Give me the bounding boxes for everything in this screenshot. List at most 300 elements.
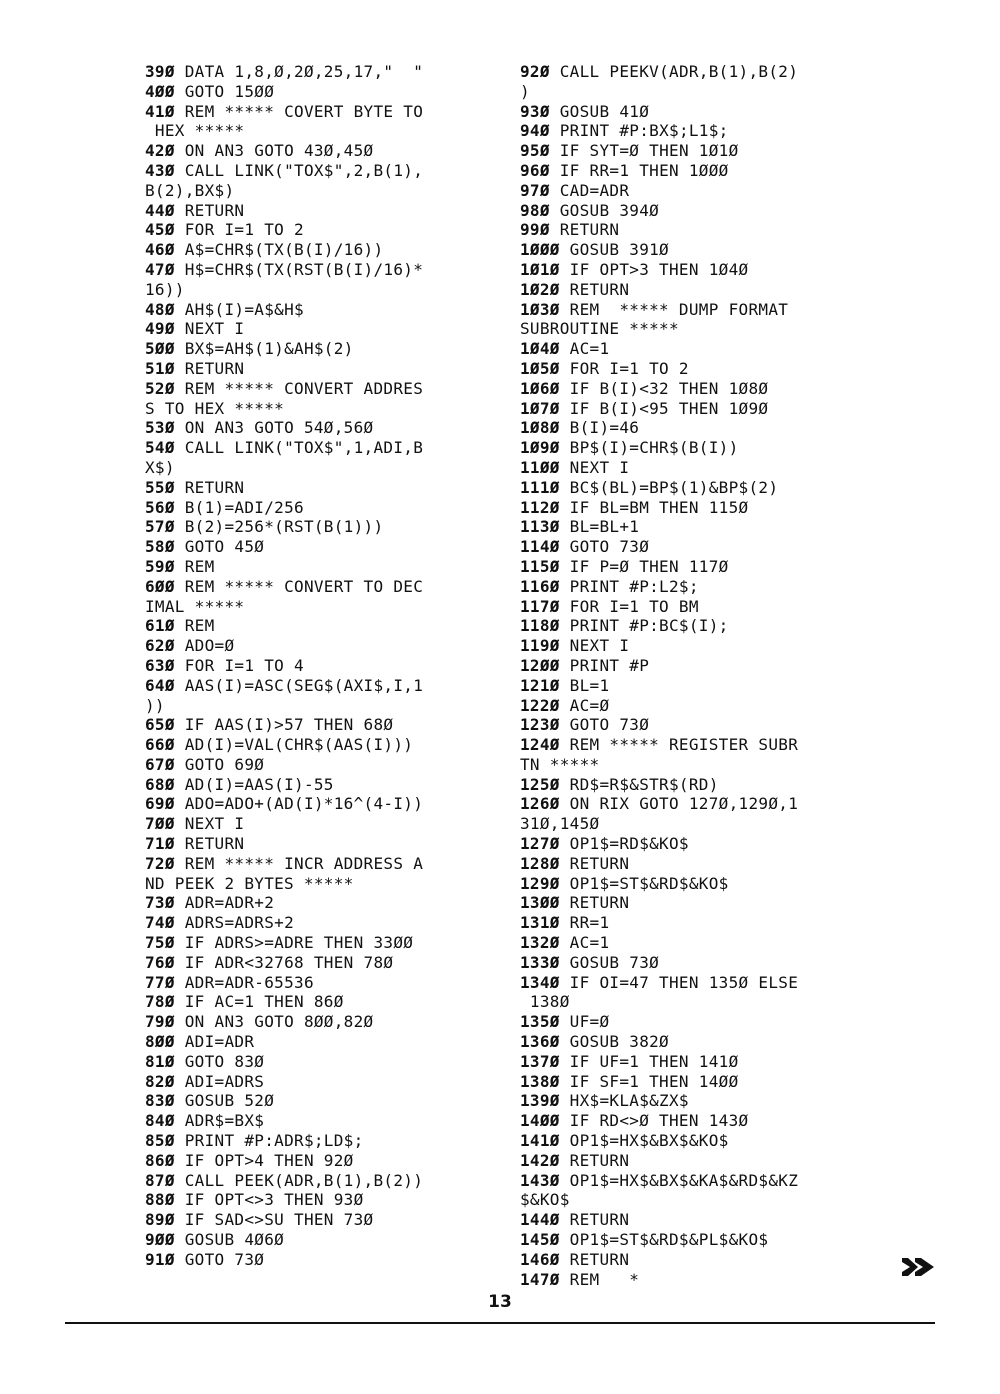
code-text: CAD=ADR	[549, 180, 630, 200]
code-text: $&KO$	[520, 1190, 570, 1210]
code-text: IF AC=1 THEN 86Ø	[174, 992, 344, 1012]
code-line	[145, 874, 490, 894]
line-number: 144Ø	[520, 1210, 560, 1230]
line-number: 11ØØ	[520, 457, 560, 477]
line-number: 74Ø	[145, 913, 175, 933]
code-text: OP1$=HX$&BX$&KA$&RD$&KZ	[559, 1170, 799, 1190]
code-text: RETURN	[549, 220, 620, 240]
line-number: 87Ø	[145, 1170, 175, 1190]
line-number: 53Ø	[145, 418, 175, 438]
code-text: TN *****	[520, 754, 600, 774]
line-number: 1Ø3Ø	[520, 299, 560, 319]
line-number: 95Ø	[520, 141, 550, 161]
code-line	[520, 220, 865, 240]
code-line	[520, 1270, 865, 1290]
code-text: IF OPT<>3 THEN 93Ø	[174, 1190, 364, 1210]
code-line	[145, 240, 490, 260]
code-text: REM ***** CONVERT ADDRES	[174, 378, 424, 398]
line-number: 83Ø	[145, 1091, 175, 1111]
code-text: AAS(I)=ASC(SEG$(AXI$,I,1	[174, 675, 424, 695]
code-text: GOSUB 52Ø	[174, 1091, 275, 1111]
code-text: IF ADRS>=ADRE THEN 33ØØ	[174, 933, 414, 953]
code-text: IMAL *****	[145, 596, 245, 616]
code-text: NEXT I	[559, 457, 630, 477]
code-line	[145, 141, 490, 161]
code-text: ND PEEK 2 BYTES *****	[145, 873, 354, 893]
line-number: 123Ø	[520, 715, 560, 735]
code-line	[520, 794, 865, 814]
code-text: CALL LINK("TOX$",2,B(1),	[174, 160, 424, 180]
code-text: ADO=ADO+(AD(I)*16^(4-I))	[174, 794, 424, 814]
line-number: 79Ø	[145, 1012, 175, 1032]
code-text: RD$=R$&STR$(RD)	[559, 774, 719, 794]
code-line	[145, 260, 490, 280]
code-line	[520, 755, 865, 775]
line-number: 137Ø	[520, 1051, 560, 1071]
code-line	[145, 814, 490, 834]
code-line	[520, 735, 865, 755]
line-number: 56Ø	[145, 497, 175, 517]
code-line	[520, 181, 865, 201]
code-text: H$=CHR$(TX(RST(B(I)/16)*	[174, 259, 424, 279]
code-line	[145, 557, 490, 577]
line-number: 91Ø	[145, 1249, 175, 1269]
line-number: 1Ø2Ø	[520, 279, 560, 299]
line-number: 129Ø	[520, 873, 560, 893]
code-text: GOTO 83Ø	[174, 1051, 265, 1071]
line-number: 92Ø	[520, 62, 550, 81]
line-number: 47Ø	[145, 259, 175, 279]
code-line	[145, 537, 490, 557]
code-line	[520, 1190, 865, 1210]
code-line	[520, 517, 865, 537]
line-number: 99Ø	[520, 220, 550, 240]
code-text: IF OPT>3 THEN 1Ø4Ø	[559, 259, 749, 279]
code-line	[520, 1250, 865, 1270]
code-text: AC=1	[559, 339, 610, 359]
code-line	[520, 992, 865, 1012]
code-line	[145, 1091, 490, 1111]
line-number: 63Ø	[145, 655, 175, 675]
line-number: 67Ø	[145, 754, 175, 774]
code-text: FOR I=1 TO BM	[559, 596, 699, 616]
line-number: 69Ø	[145, 794, 175, 814]
code-line	[145, 458, 490, 478]
code-text: BL=BL+1	[559, 517, 640, 537]
code-line	[520, 953, 865, 973]
line-number: 43Ø	[145, 160, 175, 180]
code-line	[145, 478, 490, 498]
code-line	[520, 141, 865, 161]
line-number: 72Ø	[145, 853, 175, 873]
line-number: 57Ø	[145, 517, 175, 537]
line-number: 88Ø	[145, 1190, 175, 1210]
code-text: AH$(I)=A$&H$	[174, 299, 304, 319]
line-number: 41Ø	[145, 101, 175, 121]
code-text: PRINT #P:BX$;L1$;	[549, 121, 729, 141]
line-number: 133Ø	[520, 952, 560, 972]
code-line	[145, 161, 490, 181]
line-number: 1Ø1Ø	[520, 259, 560, 279]
code-line	[520, 597, 865, 617]
code-text: REM ***** DUMP FORMAT	[559, 299, 789, 319]
line-number: 1Ø8Ø	[520, 418, 560, 438]
code-line	[145, 696, 490, 716]
code-text: ADI=ADR	[174, 1032, 255, 1052]
line-number: 1Ø6Ø	[520, 378, 560, 398]
line-number: 124Ø	[520, 735, 560, 755]
line-number: 115Ø	[520, 556, 560, 576]
code-line	[520, 379, 865, 399]
line-number: 65Ø	[145, 715, 175, 735]
line-number: 98Ø	[520, 200, 550, 220]
code-text: FOR I=1 TO 2	[559, 358, 689, 378]
code-line	[145, 280, 490, 300]
code-line	[145, 498, 490, 518]
code-line	[145, 715, 490, 735]
line-number: 111Ø	[520, 477, 560, 497]
code-line	[145, 735, 490, 755]
code-text: REM *	[559, 1269, 640, 1289]
code-text: RETURN	[559, 1249, 630, 1269]
line-number: 8ØØ	[145, 1032, 175, 1052]
code-line	[520, 1052, 865, 1072]
code-text: NEXT I	[174, 319, 245, 339]
code-line	[145, 755, 490, 775]
code-line	[145, 616, 490, 636]
code-text: OP1$=RD$&KO$	[559, 834, 689, 854]
code-text: ADI=ADRS	[174, 1071, 265, 1091]
code-text: ADR=ADR-65536	[174, 972, 314, 992]
code-line	[145, 399, 490, 419]
code-text: IF B(I)<95 THEN 1Ø9Ø	[559, 398, 769, 418]
code-line	[520, 121, 865, 141]
code-text: RETURN	[559, 853, 630, 873]
code-text: GOSUB 4Ø6Ø	[174, 1230, 285, 1250]
line-number: 138Ø	[520, 1071, 560, 1091]
line-number: 76Ø	[145, 952, 175, 972]
code-text: REM ***** INCR ADDRESS A	[174, 853, 424, 873]
code-text: IF UF=1 THEN 141Ø	[559, 1051, 739, 1071]
code-text: )	[520, 81, 530, 101]
code-text: ON AN3 GOTO 8ØØ,82Ø	[174, 1012, 374, 1032]
code-line	[520, 1091, 865, 1111]
code-text: FOR I=1 TO 4	[174, 655, 304, 675]
code-line	[145, 676, 490, 696]
line-number: 73Ø	[145, 893, 175, 913]
line-number: 93Ø	[520, 101, 550, 121]
code-line	[145, 913, 490, 933]
line-number: 14ØØ	[520, 1111, 560, 1131]
line-number: 132Ø	[520, 933, 560, 953]
line-number: 97Ø	[520, 180, 550, 200]
code-line	[520, 537, 865, 557]
code-line	[145, 577, 490, 597]
code-line	[145, 181, 490, 201]
line-number: 12ØØ	[520, 655, 560, 675]
code-text: SUBROUTINE *****	[520, 319, 679, 339]
code-line	[520, 676, 865, 696]
code-text: FOR I=1 TO 2	[174, 220, 304, 240]
code-text: GOTO 73Ø	[174, 1249, 265, 1269]
code-text: GOSUB 41Ø	[549, 101, 650, 121]
code-text: IF BL=BM THEN 115Ø	[559, 497, 749, 517]
line-number: 52Ø	[145, 378, 175, 398]
code-line	[145, 438, 490, 458]
line-number: 13ØØ	[520, 893, 560, 913]
code-line	[520, 319, 865, 339]
code-line	[520, 616, 865, 636]
code-text: 31Ø,145Ø	[520, 814, 600, 834]
code-text: RETURN	[559, 893, 630, 913]
code-text: REM ***** CONVERT TO DEC	[174, 576, 424, 596]
code-text: IF P=Ø THEN 117Ø	[559, 556, 729, 576]
code-text: DATA 1,8,Ø,2Ø,25,17," "	[174, 62, 424, 81]
line-number: 142Ø	[520, 1150, 560, 1170]
line-number: 136Ø	[520, 1032, 560, 1052]
code-line	[145, 1190, 490, 1210]
line-number: 64Ø	[145, 675, 175, 695]
line-number: 122Ø	[520, 695, 560, 715]
code-text: ADO=Ø	[174, 636, 235, 656]
code-line	[145, 1131, 490, 1151]
listing-left-column	[145, 62, 490, 1270]
code-line	[520, 478, 865, 498]
code-text: IF ADR<32768 THEN 78Ø	[174, 952, 394, 972]
code-text: AC=1	[559, 933, 610, 953]
code-text: HEX *****	[145, 121, 245, 141]
line-number: 78Ø	[145, 992, 175, 1012]
code-line	[145, 1032, 490, 1052]
code-text: A$=CHR$(TX(B(I)/16))	[174, 240, 384, 260]
code-line	[145, 102, 490, 122]
code-text: CALL PEEKV(ADR,B(1),B(2)	[549, 62, 799, 81]
code-line	[145, 82, 490, 102]
line-number: 1Ø5Ø	[520, 358, 560, 378]
code-text: CALL PEEK(ADR,B(1),B(2))	[174, 1170, 424, 1190]
line-number: 1ØØØ	[520, 240, 560, 260]
line-number: 147Ø	[520, 1269, 560, 1289]
code-text: NEXT I	[559, 636, 630, 656]
code-line	[520, 1171, 865, 1191]
footer-rule	[65, 1322, 935, 1324]
line-number: 44Ø	[145, 200, 175, 220]
code-line	[520, 161, 865, 181]
line-number: 1Ø7Ø	[520, 398, 560, 418]
code-line	[520, 973, 865, 993]
line-number: 7ØØ	[145, 814, 175, 834]
code-text: CALL LINK("TOX$",1,ADI,B	[174, 438, 424, 458]
code-line	[520, 1210, 865, 1230]
line-number: 127Ø	[520, 834, 560, 854]
code-text: RETURN	[559, 279, 630, 299]
code-line	[145, 1012, 490, 1032]
code-text: RETURN	[174, 358, 245, 378]
code-line	[520, 933, 865, 953]
code-text: IF OPT>4 THEN 92Ø	[174, 1150, 354, 1170]
code-text: RETURN	[174, 477, 245, 497]
code-line	[520, 102, 865, 122]
code-text: 138Ø	[520, 992, 570, 1012]
line-number: 113Ø	[520, 517, 560, 537]
code-line	[145, 1111, 490, 1131]
line-number: 39Ø	[145, 62, 175, 81]
line-number: 128Ø	[520, 853, 560, 873]
line-number: 145Ø	[520, 1230, 560, 1250]
code-line	[145, 834, 490, 854]
code-line	[145, 656, 490, 676]
code-text: GOTO 69Ø	[174, 754, 265, 774]
code-line	[520, 498, 865, 518]
line-number: 94Ø	[520, 121, 550, 141]
code-line	[145, 62, 490, 82]
code-line	[520, 636, 865, 656]
line-number: 143Ø	[520, 1170, 560, 1190]
code-line	[520, 1111, 865, 1131]
code-line	[520, 696, 865, 716]
page-number: 13	[488, 1292, 512, 1312]
line-number: 1Ø4Ø	[520, 339, 560, 359]
code-text: B(1)=ADI/256	[174, 497, 304, 517]
listing-right-column	[520, 62, 865, 1289]
code-text: ADR$=BX$	[174, 1111, 265, 1131]
code-text: ON AN3 GOTO 54Ø,56Ø	[174, 418, 374, 438]
code-line	[145, 339, 490, 359]
code-text: AD(I)=VAL(CHR$(AAS(I)))	[174, 735, 414, 755]
line-number: 135Ø	[520, 1012, 560, 1032]
code-line	[520, 280, 865, 300]
code-line	[520, 260, 865, 280]
code-line	[520, 854, 865, 874]
code-line	[145, 220, 490, 240]
line-number: 5ØØ	[145, 339, 175, 359]
code-text: RETURN	[174, 834, 245, 854]
code-line	[520, 1230, 865, 1250]
code-text: IF SAD<>SU THEN 73Ø	[174, 1210, 374, 1230]
line-number: 125Ø	[520, 774, 560, 794]
line-number: 81Ø	[145, 1051, 175, 1071]
line-number: 84Ø	[145, 1111, 175, 1131]
line-number: 62Ø	[145, 636, 175, 656]
code-text: GOSUB 391Ø	[559, 240, 669, 260]
code-line	[520, 62, 865, 82]
code-text: BP$(I)=CHR$(B(I))	[559, 438, 739, 458]
code-text: 16))	[145, 279, 185, 299]
code-text: GOTO 73Ø	[559, 537, 650, 557]
line-number: 49Ø	[145, 319, 175, 339]
code-line	[145, 933, 490, 953]
line-number: 54Ø	[145, 438, 175, 458]
code-text: GOTO 15ØØ	[174, 81, 275, 101]
code-text: IF B(I)<32 THEN 1Ø8Ø	[559, 378, 769, 398]
code-line	[145, 1072, 490, 1092]
code-line	[520, 201, 865, 221]
code-text: BL=1	[559, 675, 610, 695]
line-number: 51Ø	[145, 358, 175, 378]
code-line	[520, 82, 865, 102]
code-text: IF OI=47 THEN 135Ø ELSE	[559, 972, 799, 992]
line-number: 77Ø	[145, 972, 175, 992]
line-number: 139Ø	[520, 1091, 560, 1111]
code-text: RETURN	[559, 1210, 630, 1230]
line-number: 45Ø	[145, 220, 175, 240]
code-text: AD(I)=AAS(I)-55	[174, 774, 334, 794]
double-arrow-right-icon	[902, 1256, 936, 1282]
code-line	[520, 240, 865, 260]
line-number: 6ØØ	[145, 576, 175, 596]
line-number: 42Ø	[145, 141, 175, 161]
code-text: IF SF=1 THEN 14ØØ	[559, 1071, 739, 1091]
code-line	[520, 715, 865, 735]
code-line	[520, 557, 865, 577]
code-text: REM	[174, 616, 215, 636]
code-text: HX$=KLA$&ZX$	[559, 1091, 689, 1111]
code-text: OP1$=HX$&BX$&KO$	[559, 1131, 729, 1151]
code-text: IF AAS(I)>57 THEN 68Ø	[174, 715, 394, 735]
code-text: REM ***** REGISTER SUBR	[559, 735, 799, 755]
code-line	[145, 1171, 490, 1191]
code-line	[520, 874, 865, 894]
line-number: 71Ø	[145, 834, 175, 854]
code-text: ON RIX GOTO 127Ø,129Ø,1	[559, 794, 799, 814]
code-text: B(2)=256*(RST(B(1)))	[174, 517, 384, 537]
code-line	[145, 973, 490, 993]
code-line	[520, 1151, 865, 1171]
code-text: RETURN	[174, 200, 245, 220]
code-line	[145, 1230, 490, 1250]
code-text: PRINT #P:BC$(I);	[559, 616, 729, 636]
code-line	[520, 1032, 865, 1052]
code-line	[145, 201, 490, 221]
code-text: X$)	[145, 457, 175, 477]
code-line	[520, 438, 865, 458]
line-number: 89Ø	[145, 1210, 175, 1230]
code-line	[145, 794, 490, 814]
code-line	[520, 418, 865, 438]
code-text: GOSUB 382Ø	[559, 1032, 669, 1052]
code-line	[145, 121, 490, 141]
code-line	[145, 300, 490, 320]
code-line	[520, 814, 865, 834]
line-number: 55Ø	[145, 477, 175, 497]
code-text: PRINT #P	[559, 655, 650, 675]
line-number: 134Ø	[520, 972, 560, 992]
code-line	[520, 1131, 865, 1151]
line-number: 146Ø	[520, 1249, 560, 1269]
line-number: 117Ø	[520, 596, 560, 616]
code-line	[520, 1072, 865, 1092]
line-number: 112Ø	[520, 497, 560, 517]
code-text: S TO HEX *****	[145, 398, 285, 418]
line-number: 4ØØ	[145, 81, 175, 101]
code-line	[145, 992, 490, 1012]
code-text: UF=Ø	[559, 1012, 610, 1032]
code-text: PRINT #P:L2$;	[559, 576, 699, 596]
code-line	[520, 339, 865, 359]
line-number: 119Ø	[520, 636, 560, 656]
code-text: B(I)=46	[559, 418, 640, 438]
line-number: 96Ø	[520, 160, 550, 180]
code-line	[520, 1012, 865, 1032]
code-line	[520, 399, 865, 419]
line-number: 141Ø	[520, 1131, 560, 1151]
code-line	[145, 597, 490, 617]
code-text: GOSUB 73Ø	[559, 952, 660, 972]
code-text: RR=1	[559, 913, 610, 933]
line-number: 1Ø9Ø	[520, 438, 560, 458]
line-number: 116Ø	[520, 576, 560, 596]
line-number: 118Ø	[520, 616, 560, 636]
